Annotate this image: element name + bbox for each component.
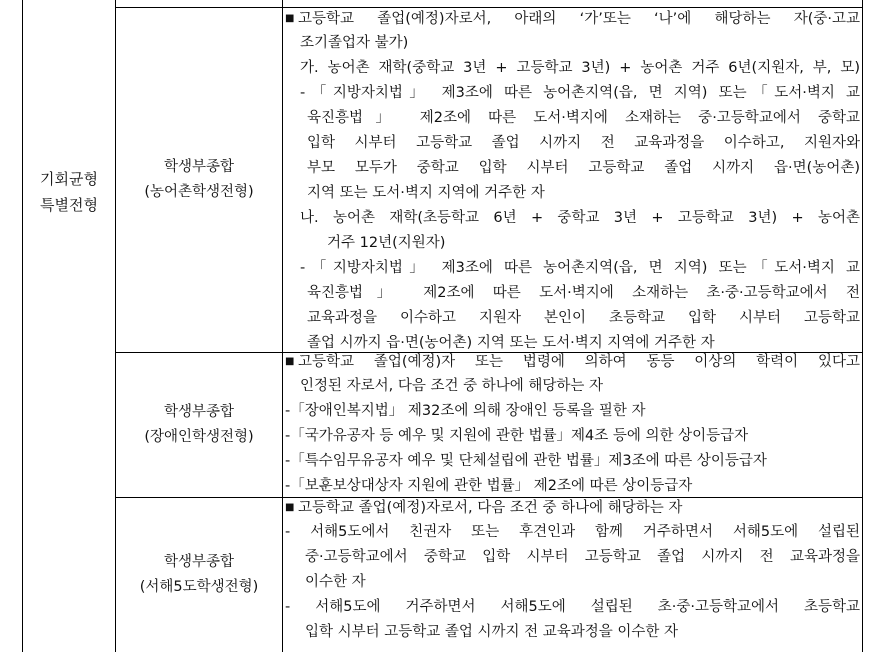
content-line: 인정된 자로서, 다음 조건 중 하나에 해당하는 자 — [300, 378, 604, 394]
content-line: -「지방자치법」 제3조에 따른 농어촌지역(읍, 면 지역) 또는「도서·벽지 교 — [300, 85, 860, 101]
section-content-cell — [285, 6, 860, 356]
content-line: 나. 농어촌 재학(초등학교 6년 + 중학교 3년 + 고등학교 3년) + 농어촌 — [300, 210, 860, 226]
content-line: 부모 모두가 중학교 입학 시부터 고등학교 졸업 시까지 읍·면(농어촌) — [307, 160, 860, 176]
content-line — [285, 349, 860, 374]
square-bullet-icon: ■ — [285, 356, 295, 367]
content-text: 고등학교 졸업(예정)자로서, 아래의 ‘가’또는 ‘나’에 해당하는 자(중·고교 — [298, 11, 860, 27]
content-text: 고등학교 졸업(예정)자 또는 법령에 의하여 동등 이상의 학력이 있다고 — [298, 354, 860, 370]
content-line: - 서해5도에서 친권자 또는 후견인과 함께 거주하면서 서해5도에 설립된 — [285, 524, 860, 540]
square-bullet-icon: ■ — [285, 13, 295, 24]
category-cell — [23, 0, 115, 652]
content-line: 조기졸업자 불가) — [300, 35, 409, 51]
section-label-cell — [116, 353, 282, 497]
content-line: 육진흥법」 제2조에 따른 도서·벽지에 소재하는 초·중·고등학교에서 전 — [307, 285, 860, 301]
category-label-line1: 기회균형 — [40, 170, 98, 188]
section-content-cell — [285, 349, 860, 499]
content-line: - 서해5도에 거주하면서 서해5도에 설립된 초·중·고등학교에서 초등학교 — [285, 599, 860, 615]
content-line: 이수한 자 — [305, 574, 366, 590]
table-border-right — [862, 0, 863, 652]
section-title: 학생부종합 — [163, 404, 235, 420]
section-subtitle: (농어촌학생전형) — [144, 184, 254, 200]
section-subtitle: (장애인학생전형) — [144, 429, 254, 445]
category-label-line2: 특별전형 — [40, 196, 98, 214]
table-border-inner — [282, 0, 283, 652]
content-line: -「장애인복지법」 제32조에 의해 장애인 등록을 필한 자 — [285, 403, 646, 419]
content-line: -「특수임무유공자 예우 및 단체설립에 관한 법률」제3조에 따른 상이등급자 — [285, 453, 767, 469]
content-line — [285, 495, 860, 520]
content-line: 졸업 시까지 읍·면(농어촌) 지역 또는 도서·벽지 지역에 거주한 자 — [307, 335, 715, 351]
content-line: 육진흥법」 제2조에 따른 도서·벽지에 소재하는 중·고등학교에서 중학교 — [307, 110, 860, 126]
section-content-cell — [285, 495, 860, 645]
content-line — [285, 6, 860, 31]
content-line: -「지방자치법」 제3조에 따른 농어촌지역(읍, 면 지역) 또는「도서·벽지 교 — [300, 260, 860, 276]
content-line: 거주 12년(지원자) — [327, 235, 446, 251]
section-title: 학생부종합 — [163, 159, 235, 175]
section-subtitle: (서해5도학생전형) — [139, 579, 259, 595]
square-bullet-icon: ■ — [285, 502, 295, 513]
content-line: 가. 농어촌 재학(중학교 3년 + 고등학교 3년) + 농어촌 거주 6년(지원자, 부, 모) — [300, 60, 860, 76]
section-title: 학생부종합 — [163, 554, 235, 570]
content-line: 중·고등학교에서 중학교 입학 시부터 고등학교 졸업 시까지 전 교육과정을 — [305, 549, 860, 565]
content-line: 입학 시부터 고등학교 졸업 시까지 전 교육과정을 이수하고, 지원자와 — [307, 135, 860, 151]
content-line: 교육과정을 이수하고 지원자 본인이 초등학교 입학 시부터 고등학교 — [307, 310, 860, 326]
content-text: 고등학교 졸업(예정)자로서, 다음 조건 중 하나에 해당하는 자 — [298, 500, 683, 516]
section-label-cell — [116, 8, 282, 352]
content-line: 지역 또는 도서·벽지 지역에 거주한 자 — [307, 185, 545, 201]
content-line: 입학 시부터 고등학교 졸업 시까지 전 교육과정을 이수한 자 — [305, 624, 679, 640]
content-line: -「국가유공자 등 예우 및 지원에 관한 법률」제4조 등에 의한 상이등급자 — [285, 428, 749, 444]
section-label-cell — [116, 498, 282, 652]
content-line: -「보훈보상대상자 지원에 관한 법률」 제2조에 따른 상이등급자 — [285, 478, 693, 494]
